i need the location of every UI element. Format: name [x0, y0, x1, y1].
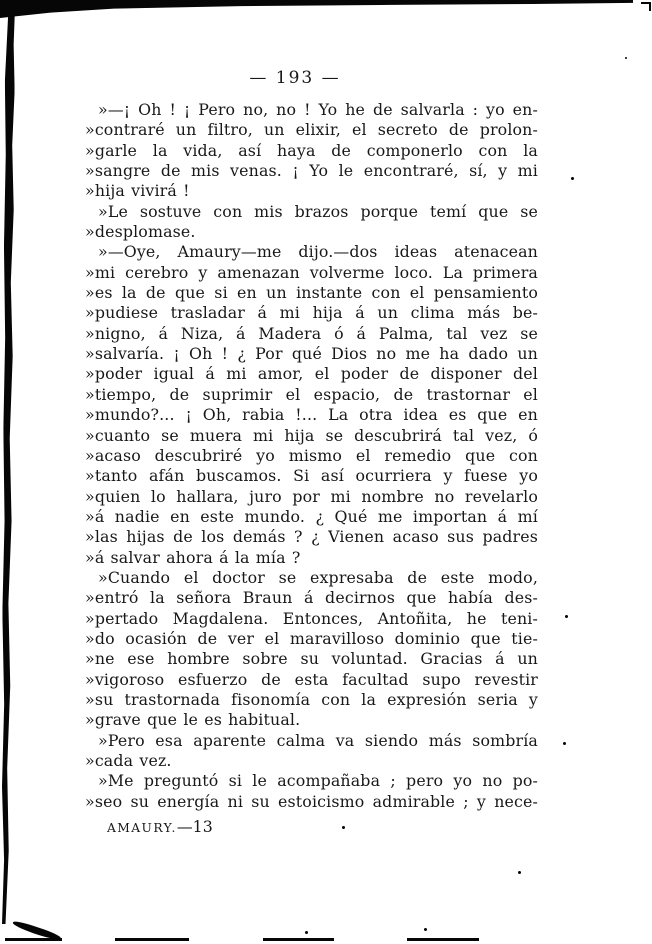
text-line: »grave que le es habitual. [85, 710, 301, 730]
scan-dash [5, 938, 62, 941]
text-line: »—¡ Oh ! ¡ Pero no, no ! Yo he de salvarla : yo en- [98, 100, 538, 119]
scan-artifact-top-band [0, 0, 633, 18]
text-line: »quien lo hallara, juro por mi nombre no revelarlo [85, 486, 538, 506]
scan-dash [115, 938, 189, 941]
text-line: »cada vez. [85, 751, 172, 770]
text-line: »seo su energía ni su estoicismo admirable ; y nece- [85, 791, 538, 811]
text-line: »desplomase. [85, 222, 196, 242]
scan-artifact-left-streak [1, 8, 15, 924]
text-line: »contraré un filtro, un elixir, el secreto de prolon- [85, 120, 538, 140]
text-line: »á nadie en este mundo. ¿ Qué me importan á mí [85, 506, 538, 526]
text-line: »nigno, á Niza, á Madera ó á Palma, tal vez se [85, 323, 538, 343]
text-line: »—Oye, Amaury—me dijo.—dos ideas atenacean [98, 242, 538, 262]
text-line: »acaso descubriré yo mismo el remedio que con [85, 445, 538, 465]
scan-speck [571, 177, 574, 180]
text-line: »pertado Magdalena. Entonces, Antoñita, he teni- [85, 608, 538, 628]
text-line: »es la de que si en un instante con el pensamiento [85, 283, 538, 303]
scan-speck [305, 931, 308, 934]
signature-number: —13 [176, 817, 213, 836]
text-line: »á salvar ahora á la mía ? [85, 547, 301, 567]
scan-speck [625, 57, 627, 59]
text-line: »poder igual á mi amor, el poder de disponer del [85, 364, 538, 384]
text-line: »sangre de mis venas. ¡ Yo le encontraré, sí, y mi [85, 161, 538, 181]
text-line: »ne ese hombre sobre su voluntad. Gracias á un [85, 649, 538, 669]
scan-speck [518, 871, 521, 874]
text-line: »Me preguntó si le acompañaba ; pero yo no po- [98, 771, 538, 791]
scan-artifact-corner-mark [641, 2, 651, 11]
scan-dash [263, 938, 334, 941]
scan-speck [342, 826, 345, 829]
text-line: »hija vivirá ! [85, 181, 190, 201]
text-line: »mi cerebro y amenazan volverme loco. La primera [85, 262, 538, 282]
text-line: »su trastornada fisonomía con la expresión seria y [85, 689, 538, 709]
text-line: »pudiese trasladar á mi hija á un clima más be- [85, 303, 538, 323]
text-line: »Cuando el doctor se expresaba de este modo, [98, 567, 538, 587]
scan-speck [565, 615, 568, 618]
page-number-header: — 193 — [249, 68, 341, 88]
body-text [85, 100, 538, 812]
text-line: »las hijas de los demás ? ¿ Vienen acaso sus padres [85, 527, 538, 547]
text-line: »entró la señora Braun á decirnos que había des- [85, 588, 538, 608]
text-line: »do ocasión de ver el maravilloso dominio que tie- [85, 628, 538, 648]
text-line: »cuanto se muera mi hija se descubrirá tal vez, ó [85, 425, 538, 445]
scan-speck [424, 928, 427, 931]
text-line: »tiempo, de suprimir el espacio, de trastornar el [85, 384, 538, 404]
scan-speck [563, 742, 566, 745]
text-line: »Le sostuve con mis brazos porque temí que se [98, 201, 538, 221]
printer-signature-line [107, 817, 213, 836]
book-title: AMAURY. [107, 821, 177, 835]
text-line: »garle la vida, así haya de componerlo con la [85, 140, 538, 160]
text-line: »vigoroso esfuerzo de esta facultad supo revestir [85, 669, 538, 689]
text-line: »Pero esa aparente calma va siendo más sombría [98, 730, 538, 750]
text-line: »salvaría. ¡ Oh ! ¿ Por qué Dios no me ha dado un [85, 344, 538, 364]
text-line: »tanto afán buscamos. Si así ocurriera y fuese yo [85, 466, 538, 486]
scan-dash [407, 938, 479, 941]
text-line: »mundo?... ¡ Oh, rabia !... La otra idea es que en [85, 405, 538, 425]
